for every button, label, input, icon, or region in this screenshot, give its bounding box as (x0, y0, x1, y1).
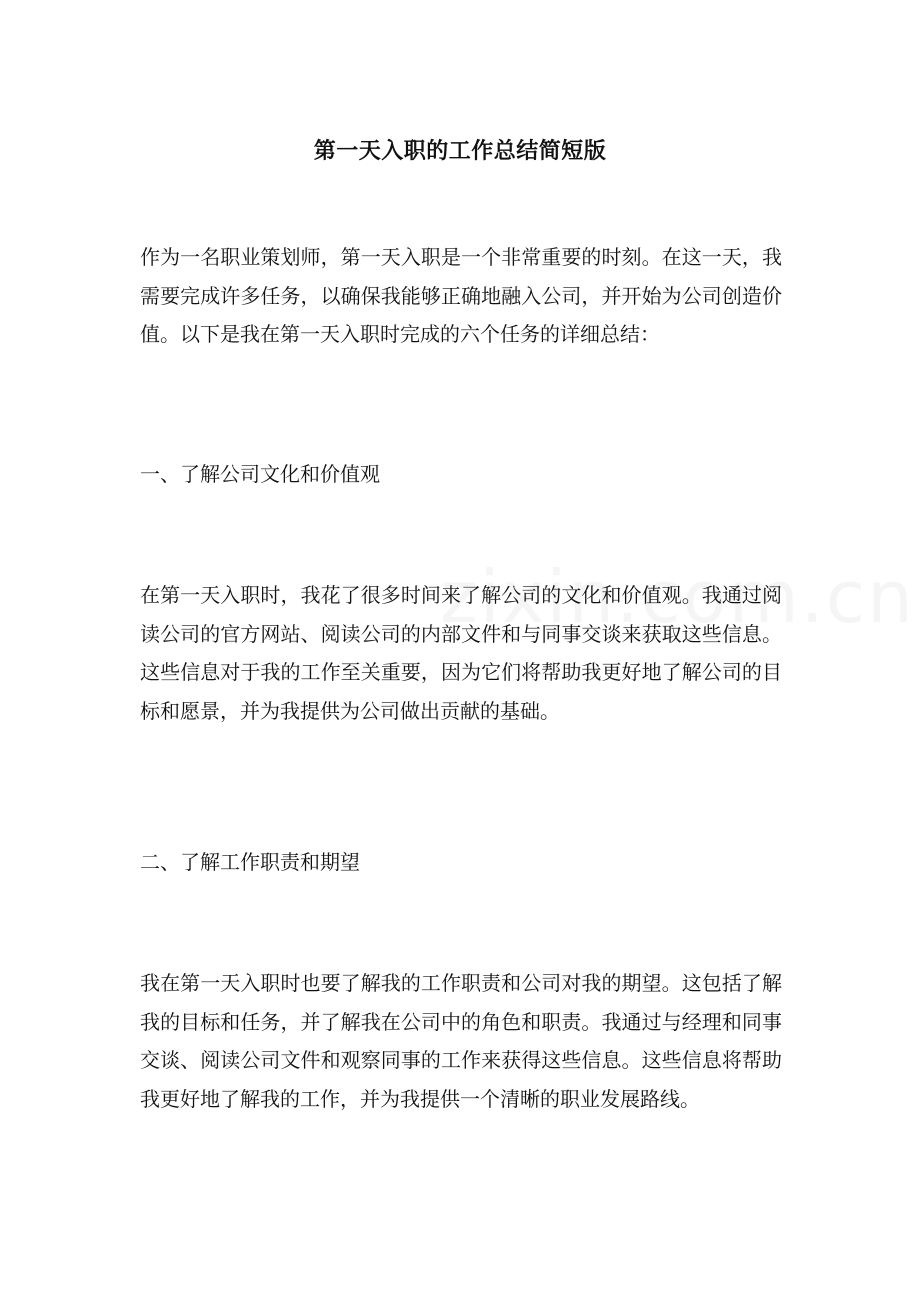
section-body-2: 我在第一天入职时也要了解我的工作职责和公司对我的期望。这包括了解我的目标和任务，并了解我在公司中的角色和职责。我通过与经理和同事交谈、阅读公司文件和观察同事的工作来获得这些信息。这些信息将帮助我更好地了解我的工作，并为我提供一个清晰的职业发展路线。 (140, 971, 782, 1111)
document-title: 第一天入职的工作总结简短版 (313, 137, 607, 164)
section-heading-2: 二、了解工作职责和期望 (140, 850, 360, 874)
section-heading-1: 一、了解公司文化和价值观 (140, 462, 380, 486)
intro-paragraph: 作为一名职业策划师，第一天入职是一个非常重要的时刻。在这一天，我需要完成许多任务，以确保我能够正确地融入公司，并开始为公司创造价值。以下是我在第一天入职时完成的六个任务的详细总结： (140, 245, 782, 346)
section-body-1: 在第一天入职时，我花了很多时间来了解公司的文化和价值观。我通过阅读公司的官方网站、阅读公司的内部文件和与同事交谈来获取这些信息。这些信息对于我的工作至关重要，因为它们将帮助我更好地了解公司的目标和愿景，并为我提供为公司做出贡献的基础。 (140, 583, 782, 723)
